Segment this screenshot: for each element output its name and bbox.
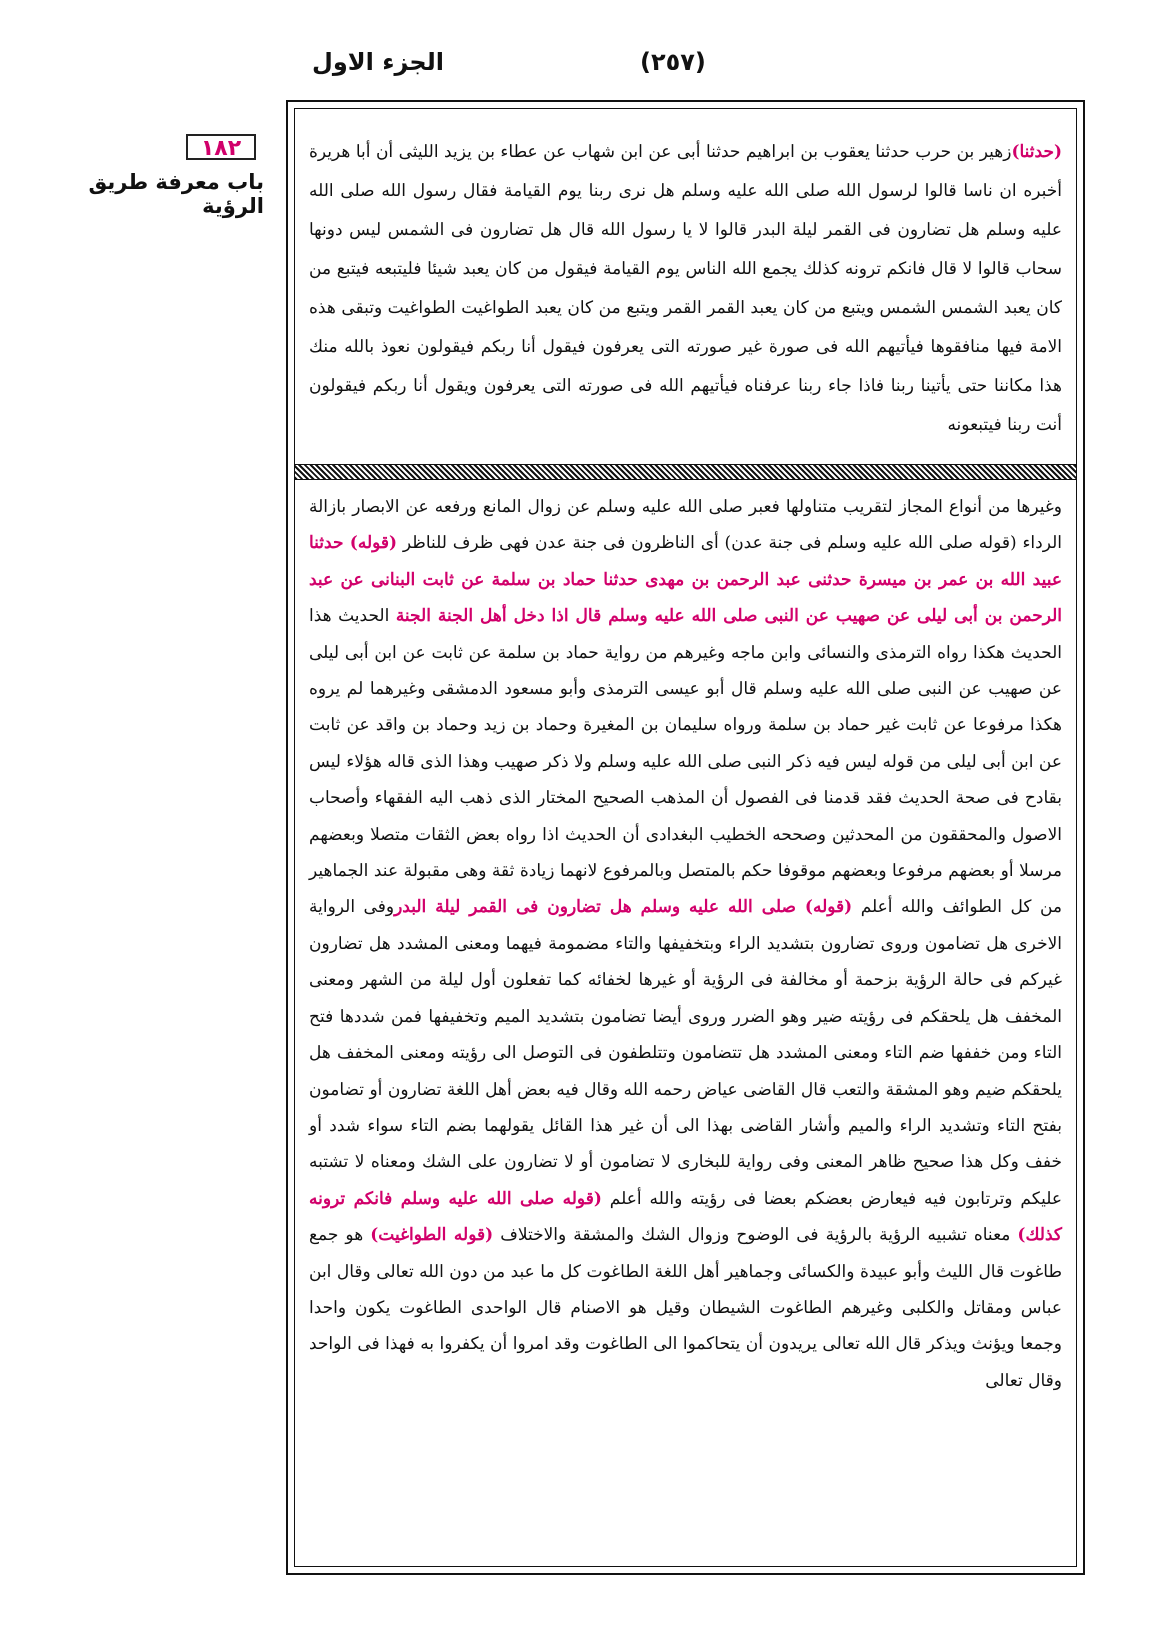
- hadith-opening: (حدثنا): [1011, 142, 1062, 162]
- commentary-red-isnad: (قوله) حدثنا عبيد الله بن عمر بن ميسرة حدثنى عبد الرحمن بن مهدى حدثنا حماد بن سلمة عن ثابت البنانى عن عبد الرحمن بن أبى ليلى عن صهيب عن النبى صلى الله عليه وسلم قال اذا دخل أهل الجنة الجنة: [309, 533, 1062, 627]
- commentary-red-quote-3: (قوله الطواغيت): [370, 1225, 494, 1246]
- commentary-text-1: وغيرها من أنواع المجاز لتقريب متناولها فعبر صلى الله عليه وسلم عن زوال المانع ورفعه عن الابصار بازالة الرداء: [309, 497, 1063, 554]
- hadith-paragraph: [309, 133, 1062, 445]
- page-frame-inner: [294, 108, 1077, 1567]
- hadith-text-block: [309, 133, 1062, 445]
- commentary-red-quote-1: (قوله) صلى الله عليه وسلم هل تضارون فى القمر ليلة البدر: [394, 897, 853, 918]
- commentary-red-quote-2: (قوله صلى الله عليه وسلم فانكم ترونه كذلك): [309, 1188, 1062, 1246]
- commentary-text-5: معناه تشبيه الرؤية بالرؤية فى الوضوح وزوال الشك والمشقة والاختلاف: [500, 1225, 1011, 1246]
- commentary-paragraph: [309, 489, 1062, 1399]
- chapter-title: باب معرفة طريق الرؤية: [88, 170, 264, 218]
- commentary-text-4: وفى الرواية الاخرى هل تضامون وروى تضارون بتشديد الراء وبتخفيفها والتاء مضمومة فيهما ومعنى المشدد هل تضارون غيركم فى حالة الرؤية بزحمة أو مخالفة فى الرؤية أو غيرها لخفائه كما تفعلون أول ليلة من الشهر ومعنى المخفف هل يلحقكم فى رؤيته ضير وهو الضرر وروى أيضا تضامون بتشديد الميم وتخفيفها فمن شددها فتح التاء ومن خففها ضم التاء ومعنى المشدد هل تتضامون وتتلطفون فى التوصل الى رؤيته ومعنى المخفف هل يلحقكم ضيم وهو المشقة والتعب قال القاضى عياض رحمه الله وقال فيه بعض أهل اللغة تضارون أو تضامون بفتح التاء وتشديد الراء والميم وأشار القاضى بهذا الى أن غير هذا القائل يقولهما بضم التاء سواء شدد أو خفف وكل هذا صحيح ظاهر المعنى وفى رواية للبخارى لا تضامون أو لا تضارون على الشك ومعناه لا تشتبه عليكم وترتابون فيه فيعارض بعضكم بعضا فى رؤيته والله أعلم: [309, 897, 1063, 1209]
- commentary-block: [309, 489, 1062, 1399]
- page-number: (٢٥٧): [640, 48, 706, 76]
- hadith-number-box: ١٨٢: [186, 134, 256, 160]
- page-frame: [286, 100, 1085, 1575]
- commentary-text-2: (قوله صلى الله عليه وسلم فى جنة عدن) أى الناظرون فى جنة عدن فهى ظرف للناظر: [402, 533, 1017, 554]
- commentary-text-6: هو جمع طاغوت قال الليث وأبو عبيدة والكسائى وجماهير أهل اللغة الطاغوت كل ما عبد من دون الله تعالى وقال ابن عباس ومقاتل والكلبى وغيرهم الطاغوت الشيطان وقيل هو الاصنام قال الواحدى الطاغوت يكون واحدا وجمعا ويؤنث ويذكر قال الله تعالى يريدون أن يتحاكموا الى الطاغوت وقد امروا أن يكفروا به فهذا فى الواحد وقال تعالى: [309, 1225, 1062, 1391]
- running-head-book-title: الجزء الاول: [312, 48, 444, 76]
- hadith-body: زهير بن حرب حدثنا يعقوب بن ابراهيم حدثنا أبى عن ابن شهاب عن عطاء بن يزيد الليثى أن أبا هريرة أخبره ان ناسا قالوا لرسول الله صلى الله عليه وسلم هل نرى ربنا يوم القيامة فقال رسول الله صلى الله عليه وسلم هل تضارون فى القمر ليلة البدر قالوا لا يا رسول الله قال هل تضارون فى الشمس ليس دونها سحاب قالوا لا قال فانكم ترونه كذلك يجمع الله الناس يوم القيامة فيقول من كان يعبد شيئا فليتبعه فيتبع من كان يعبد الشمس الشمس ويتبع من كان يعبد القمر القمر ويتبع من كان يعبد الطواغيت الطواغيت وتبقى هذه الامة فيها منافقوها فيأتيهم الله فى صورة غير صورته التى يعرفون فيقول أنا ربكم فيقولون نعوذ بالله منك هذا مكاننا حتى يأتينا ربنا فاذا جاء ربنا عرفناه فيأتيهم الله فى صورته التى يعرفون ويقول أنا ربكم فيقولون أنت ربنا فيتبعونه: [309, 142, 1062, 435]
- commentary-text-3: الحديث هذا الحديث هكذا رواه الترمذى والنسائى وابن ماجه وغيرهم من رواية حماد بن سلمة عن ثابت عن ابن أبى ليلى عن صهيب عن النبى صلى الله عليه وسلم قال أبو عيسى الترمذى وأبو مسعود الدمشقى وغيرهما لم يروه هكذا مرفوعا عن ثابت غير حماد بن سلمة ورواه سليمان بن المغيرة وحماد بن زيد وحماد بن واقد عن ثابت عن ابن أبى ليلى من قوله ليس فيه ذكر النبى صلى الله عليه وسلم ولا ذكر صهيب وهذا الذى قاله هؤلاء ليس بقادح فى صحة الحديث فقد قدمنا فى الفصول أن المذهب الصحيح المختار الذى ذهب اليه الفقهاء وأصحاب الاصول والمحققون من المحدثين وصححه الخطيب البغدادى أن الحديث اذا رواه بعض الثقات متصلا وبعضهم مرسلا أو بعضهم مرفوعا وبعضهم موقوفا حكم بالمتصل وبالمرفوع لانهما زيادة ثقة وهى مقبولة عند الجماهير من كل الطوائف والله أعلم: [309, 606, 1062, 918]
- ornamental-divider: [295, 464, 1076, 480]
